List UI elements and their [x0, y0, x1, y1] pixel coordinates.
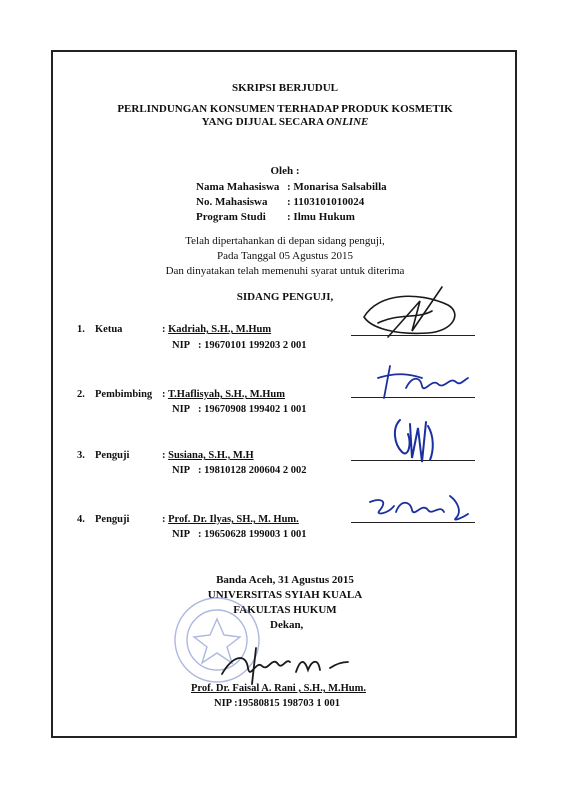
member-2-name-row: : T.Haflisyah, S.H., M.Hum [162, 389, 286, 400]
defense-line-2: Pada Tanggal 05 Agustus 2015 [217, 250, 353, 262]
student-label-name: Nama Mahasiswa [196, 181, 280, 193]
member-4-nip-label: NIP [172, 529, 191, 540]
member-2-role: Pembimbing [95, 389, 153, 400]
member-4-name: Prof. Dr. Ilyas, SH., M. Hum. [168, 514, 299, 525]
thesis-title-line-1: PERLINDUNGAN KONSUMEN TERHADAP PRODUK KOSMETIK [117, 103, 453, 115]
student-value-number: : 1103101010024 [287, 196, 365, 208]
document-heading: SKRIPSI BERJUDUL [231, 82, 339, 94]
student-value-name: : Monarisa Salsabilla [287, 181, 387, 193]
member-3-nip-label: NIP [172, 465, 191, 476]
oleh-label: Oleh : [270, 165, 300, 177]
member-3-name-row: : Susiana, S.H., M.H [162, 450, 254, 461]
signature-dean [212, 640, 352, 688]
dean-nip: NIP :19580815 198703 1 001 [214, 698, 340, 709]
dean-label: Dekan, [270, 619, 304, 631]
thesis-title-line-2 [0, 116, 570, 128]
student-value-program: : Ilmu Hukum [287, 211, 355, 223]
member-4-role: Penguji [95, 514, 130, 525]
faculty-name: FAKULTAS HUKUM [233, 604, 337, 616]
member-3-role: Penguji [95, 450, 130, 461]
signature-penguji-1 [390, 414, 440, 468]
university-name: UNIVERSITAS SYIAH KUALA [207, 589, 363, 601]
member-1-name: Kadriah, S.H., M.Hum [168, 324, 272, 335]
member-4-number: 4. [77, 514, 85, 525]
member-4-name-row: : Prof. Dr. Ilyas, SH., M. Hum. [162, 514, 299, 525]
member-3-name: Susiana, S.H., M.H [168, 450, 254, 461]
member-1-role: Ketua [95, 324, 123, 335]
student-label-program: Program Studi [196, 211, 266, 223]
committee-title: SIDANG PENGUJI, [236, 291, 334, 303]
member-1-number: 1. [77, 324, 85, 335]
student-label-number: No. Mahasiswa [196, 196, 268, 208]
member-2-nip-label: NIP [172, 404, 191, 415]
member-2-nip: : 19670908 199402 1 001 [198, 404, 307, 415]
signature-pembimbing [376, 362, 476, 402]
member-2-name: T.Haflisyah, S.H., M.Hum [167, 389, 286, 400]
defense-line-1: Telah dipertahankan di depan sidang penguji, [185, 235, 385, 247]
dean-name: Prof. Dr. Faisal A. Rani , S.H., M.Hum. [191, 683, 367, 694]
place-date: Banda Aceh, 31 Agustus 2015 [216, 574, 354, 586]
thesis-title-line-2-text: YANG DIJUAL SECARA [201, 116, 327, 128]
member-3-number: 3. [77, 450, 85, 461]
defense-line-3: Dan dinyatakan telah memenuhi syarat untuk diterima [165, 265, 405, 277]
member-1-name-row: : Kadriah, S.H., M.Hum [162, 324, 272, 335]
member-1-nip: : 19670101 199203 2 001 [198, 340, 307, 351]
thesis-title-italic: ONLINE [326, 116, 369, 128]
member-1-nip-label: NIP [172, 340, 191, 351]
signature-penguji-2 [366, 492, 472, 526]
member-3-nip: : 19810128 200604 2 002 [198, 465, 307, 476]
signature-ketua [358, 283, 466, 345]
member-4-nip: : 19650628 199003 1 001 [198, 529, 307, 540]
member-2-number: 2. [77, 389, 85, 400]
